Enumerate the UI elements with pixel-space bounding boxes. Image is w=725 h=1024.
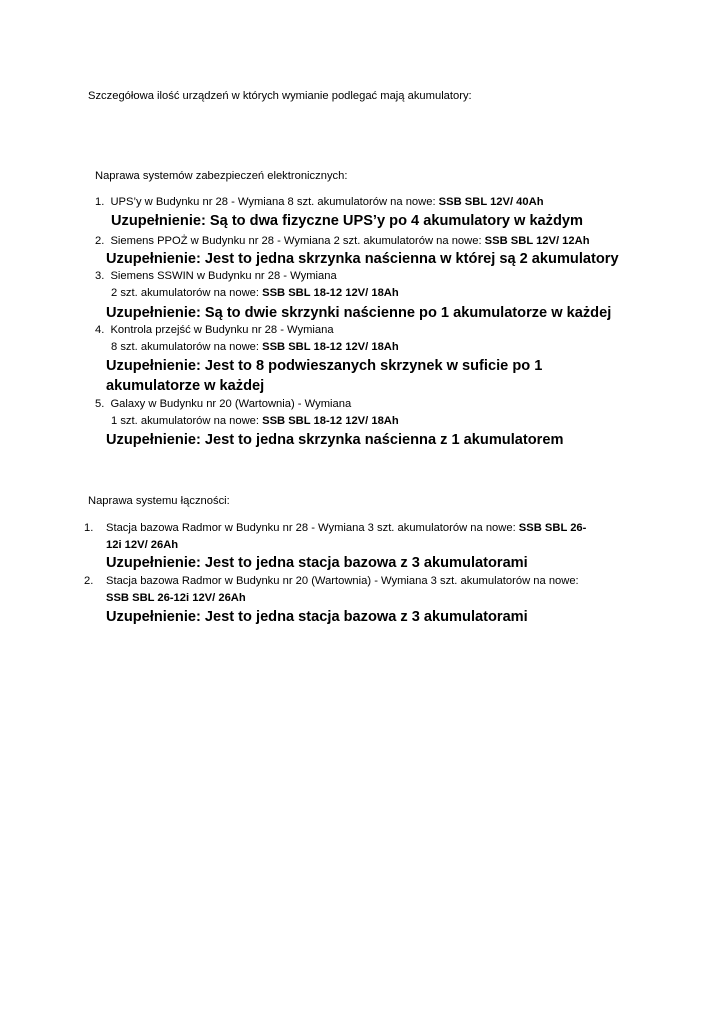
item-model: SSB SBL 18-12 12V/ 18Ah <box>262 287 399 299</box>
item-model: SSB SBL 26-12i 12V/ 26Ah <box>106 592 246 604</box>
item-text: Siemens PPOŻ w Budynku nr 28 - Wymiana 2 szt. akumulatorów na nowe: <box>110 235 485 247</box>
list-item <box>84 574 579 588</box>
item-number: 1. <box>95 196 105 208</box>
item-text: 2 szt. akumulatorów na nowe: <box>111 287 263 299</box>
list-item <box>95 269 337 283</box>
item-model: SSB SBL 18-12 12V/ 18Ah <box>262 341 399 353</box>
item-number: 5. <box>95 398 105 410</box>
item-text-continued <box>111 414 399 428</box>
item-supplement: Uzupełnienie: Jest to jedna stacja bazowa z 3 akumulatorami <box>106 555 528 571</box>
item-number: 1. <box>84 522 94 534</box>
item-text: Stacja bazowa Radmor w Budynku nr 28 - Wymiana 3 szt. akumulatorów na nowe: <box>106 522 519 534</box>
item-model: SSB SBL 26- <box>518 522 587 534</box>
item-supplement: Uzupełnienie: Jest to 8 podwieszanych skrzynek w suficie po 1 <box>106 358 543 374</box>
item-supplement-continued: akumulatorze w każdej <box>106 378 265 394</box>
item-text: Kontrola przejść w Budynku nr 28 - Wymiana <box>110 324 334 336</box>
item-supplement: Uzupełnienie: Są to dwie skrzynki naścienne po 1 akumulatorze w każdej <box>106 305 612 321</box>
item-text: Stacja bazowa Radmor w Budynku nr 20 (Wartownia) - Wymiana 3 szt. akumulatorów na nowe: <box>106 575 579 587</box>
list-item <box>95 195 544 209</box>
item-number: 3. <box>95 270 105 282</box>
item-model: SSB SBL 12V/ 40Ah <box>438 196 544 208</box>
item-text: 1 szt. akumulatorów na nowe: <box>111 415 263 427</box>
list-item <box>95 397 351 411</box>
list-item <box>84 521 586 535</box>
item-text: 8 szt. akumulatorów na nowe: <box>111 341 263 353</box>
item-text: UPS’y w Budynku nr 28 - Wymiana 8 szt. akumulatorów na nowe: <box>110 196 439 208</box>
item-supplement: Uzupełnienie: Jest to jedna skrzynka naścienna z 1 akumulatorem <box>106 432 564 448</box>
item-number: 2. <box>84 575 94 587</box>
item-supplement: Uzupełnienie: Jest to jedna stacja bazowa z 3 akumulatorami <box>106 609 528 625</box>
section2-heading: Naprawa systemu łączności: <box>88 495 230 507</box>
intro-text: Szczegółowa ilość urządzeń w których wymianie podlegać mają akumulatory: <box>88 90 472 102</box>
item-model: SSB SBL 12V/ 12Ah <box>484 235 590 247</box>
list-item <box>95 234 590 248</box>
item-supplement: Uzupełnienie: Są to dwa fizyczne UPS’y po 4 akumulatory w każdym <box>111 213 583 229</box>
item-model-continued: 12i 12V/ 26Ah <box>106 539 179 551</box>
item-model: SSB SBL 18-12 12V/ 18Ah <box>262 415 399 427</box>
item-text: Siemens SSWIN w Budynku nr 28 - Wymiana <box>110 270 337 282</box>
item-text-continued <box>111 286 399 300</box>
list-item <box>95 323 334 337</box>
item-supplement: Uzupełnienie: Jest to jedna skrzynka naścienna w której są 2 akumulatory <box>106 251 619 267</box>
item-text-continued <box>111 340 399 354</box>
item-text: Galaxy w Budynku nr 20 (Wartownia) - Wymiana <box>110 398 352 410</box>
item-number: 2. <box>95 235 105 247</box>
section1-heading: Naprawa systemów zabezpieczeń elektronicznych: <box>95 170 348 182</box>
item-number: 4. <box>95 324 105 336</box>
